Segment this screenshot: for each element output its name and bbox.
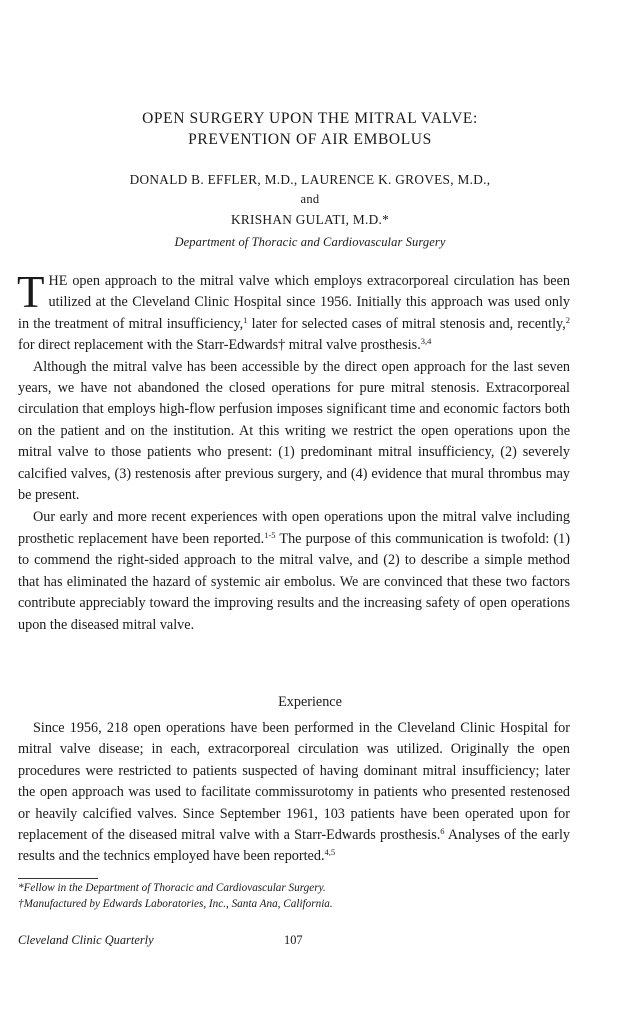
paragraph-3-text-b: The purpose of this communication is twofold: (1) to commend the right-sided approach to the mitral valve, and (2) to describe a simple method that has eliminated the hazard of systemic air embolus. We are convinced that these two factors contribute appreciably toward the improving results and the increasing safety of open operations upon the diseased mitral valve. (18, 530, 570, 633)
page-footer (18, 930, 570, 950)
experience-text-b: Analyses of the early results and the technics employed have been reported. (18, 827, 571, 865)
drop-cap: T (17, 267, 45, 317)
footnote-2: †Manufactured by Edwards Laboratories, Inc., Santa Ana, California. (18, 897, 333, 910)
paragraph-3-text: Our early and more recent experiences with open operations upon the mitral valve including prosthetic replacement have been reported. (18, 509, 570, 547)
paragraph-1-text-d: mitral valve prosthesis. (285, 337, 421, 354)
paragraph-1-text: HE open approach to the mitral valve which employs extracorporeal circulation has been utilized at the Cleveland Clinic Hospital since 1956. Initially this approach was used only in the treatment of mitral insufficiency, (18, 273, 570, 332)
paragraph-1-text-c: for direct replacement with the Starr-Edwards (18, 337, 279, 354)
authors-line-1: DONALD B. EFFLER, M.D., LAURENCE K. GROVES, M.D., (129, 172, 491, 187)
title-line-2: PREVENTION OF AIR EMBOLUS (188, 131, 432, 148)
ref: 1 (243, 314, 248, 325)
journal-name: Cleveland Clinic Quarterly (18, 933, 154, 947)
author-block (40, 168, 580, 253)
article-title (40, 108, 580, 150)
footnote-rule (18, 878, 98, 879)
experience-paragraph (18, 718, 570, 868)
paragraph-2: Although the mitral valve has been accessible by the direct open approach for the last seven years, we have not abandoned the closed operations for pure mitral stenosis. Extracorporeal circulation that employs high-flow perfusion imposes significant time and economic factors both on the patient and on the institution. At this writing we restrict the open operations upon the mitral valve to those patients who present: (1) predominant mitral insufficiency, (2) severely calcified valves, (3) restenosis after previous surgery, and (4) evidence that mural thrombus may be present. (18, 358, 570, 504)
paragraph-3 (18, 507, 570, 635)
ref: 1-5 (264, 529, 276, 540)
section-heading-experience: Experience (278, 694, 342, 710)
ref: 2 (565, 314, 570, 325)
paragraph-1 (17, 267, 570, 357)
experience-section (18, 718, 570, 868)
authors-line-2: KRISHAN GULATI, M.D.* (230, 212, 390, 227)
ref: 4,5 (324, 847, 336, 858)
ref: 3,4 (420, 336, 432, 347)
authors-and: and (300, 192, 320, 206)
footnotes (18, 881, 570, 912)
title-line-1: OPEN SURGERY UPON THE MITRAL VALVE: (142, 110, 478, 127)
introduction (17, 267, 570, 636)
experience-text: Since 1956, 218 open operations have been performed in the Cleveland Clinic Hospital for mitral valve disease; in each, extracorporeal circulation was utilized. Originally the open procedures were restricted to patients suspected of having dominant mitral insufficiency; later the open approach was used to facilitate commissurotomy in patients who presented restenosed or heavily calcified valves. Since September 1961, 103 patients have been operated upon for replacement of the diseased mitral valve with a Starr-Edwards prosthesis. (18, 720, 570, 844)
footnote-1: *Fellow in the Department of Thoracic and Cardiovascular Surgery. (18, 882, 326, 894)
ref: 6 (440, 826, 445, 837)
department: Department of Thoracic and Cardiovascular Surgery (174, 235, 446, 249)
page-number: 107 (284, 933, 303, 947)
paragraph-1-text-b: later for selected cases of mitral stenosis and, recently, (247, 315, 566, 332)
dagger-mark: † (278, 337, 286, 354)
